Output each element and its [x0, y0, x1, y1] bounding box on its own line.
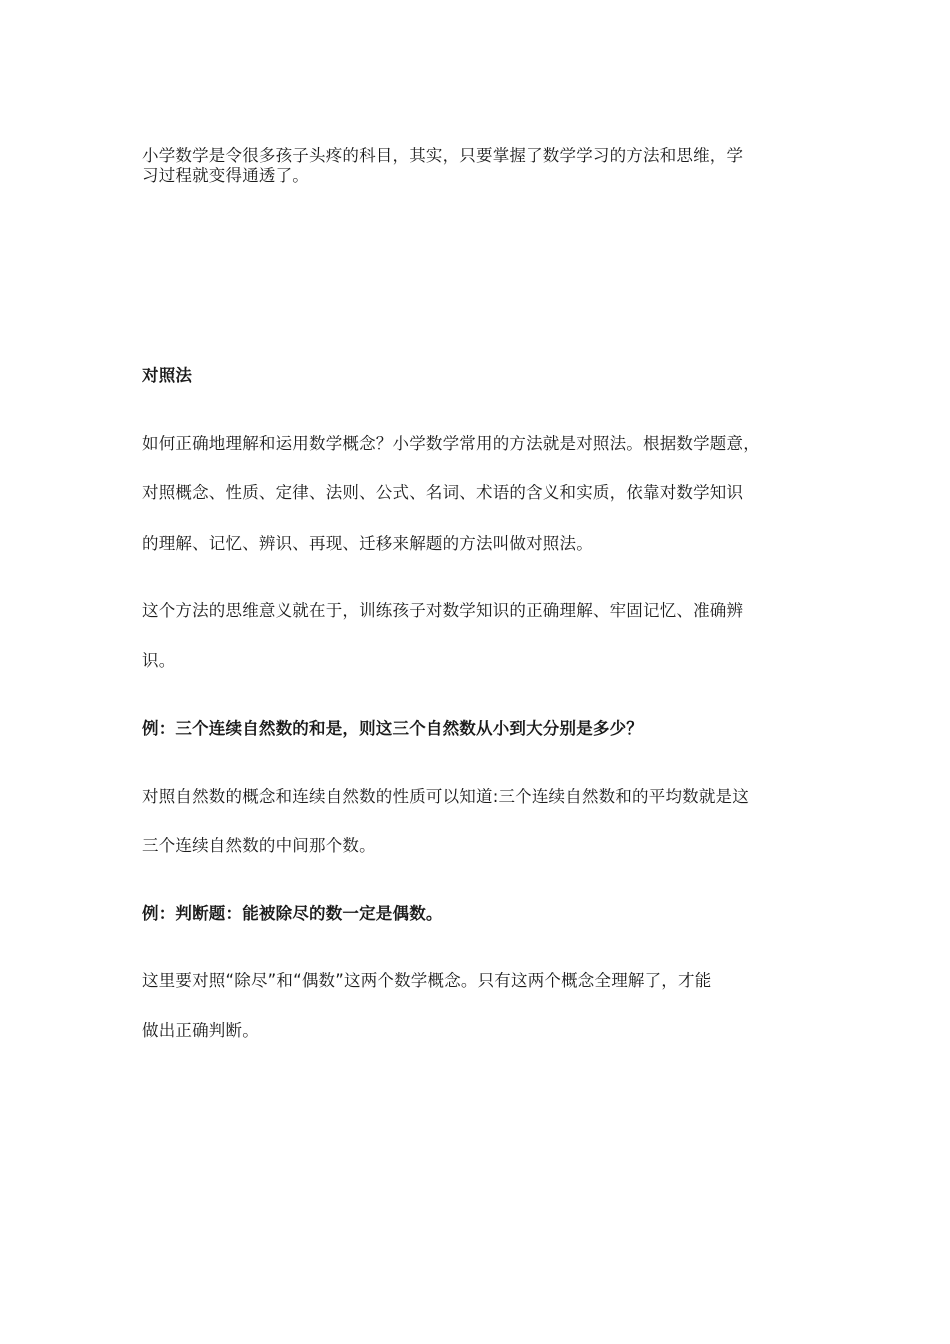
intro-line-2: 习过程就变得通透了。 — [142, 166, 309, 185]
paragraph-1-line-3: 的理解、记忆、辨识、再现、迁移来解题的方法叫做对照法。 — [142, 534, 593, 553]
example-1-line-2: 三个连续自然数的中间那个数。 — [142, 836, 376, 855]
paragraph-2-line-1: 这个方法的思维意义就在于，训练孩子对数学知识的正确理解、牢固记忆、准确辨 — [142, 601, 744, 620]
example-2-line-1: 这里要对照“除尽”和“偶数”这两个数学概念。只有这两个概念全理解了，才能 — [142, 971, 712, 990]
paragraph-1-line-1: 如何正确地理解和运用数学概念？小学数学常用的方法就是对照法。根据数学题意， — [142, 434, 760, 453]
example-2-title: 例：判断题：能被除尽的数一定是偶数。 — [142, 904, 443, 923]
intro-line-1: 小学数学是令很多孩子头疼的科目，其实，只要掌握了数学学习的方法和思维，学 — [142, 146, 744, 165]
section-heading: 对照法 — [142, 366, 193, 385]
paragraph-1-line-2: 对照概念、性质、定律、法则、公式、名词、术语的含义和实质，依靠对数学知识 — [142, 483, 744, 502]
example-2-line-2: 做出正确判断。 — [142, 1021, 259, 1040]
example-1-title: 例：三个连续自然数的和是，则这三个自然数从小到大分别是多少？ — [142, 719, 643, 738]
example-1-line-1: 对照自然数的概念和连续自然数的性质可以知道:三个连续自然数和的平均数就是这 — [142, 787, 749, 806]
paragraph-2-line-2: 识。 — [142, 651, 176, 670]
